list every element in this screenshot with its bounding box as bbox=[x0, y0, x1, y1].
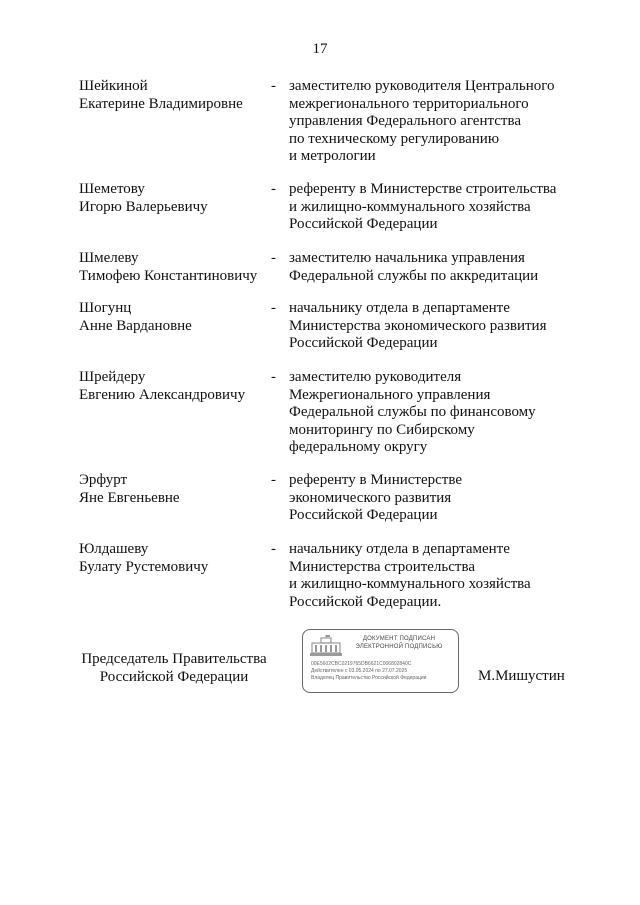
position bbox=[289, 369, 589, 457]
given-names: Яне Евгеньевне bbox=[79, 489, 180, 506]
person-name bbox=[79, 472, 269, 507]
position-line: Российской Федерации bbox=[289, 507, 438, 523]
surname: Юлдашеву bbox=[79, 541, 149, 557]
position-line: и жилищно-коммунального хозяйства bbox=[289, 576, 531, 592]
person-name bbox=[79, 369, 269, 404]
position bbox=[289, 78, 589, 166]
signatory-title-line: Российской Федерации bbox=[99, 668, 249, 685]
position bbox=[289, 472, 589, 525]
position-line: мониторингу по Сибирскому bbox=[289, 421, 475, 438]
position-line: Министерства экономического развития bbox=[289, 317, 547, 334]
given-names: Игорю Валерьевичу bbox=[79, 198, 208, 215]
position-line: заместителю руководителя bbox=[289, 369, 462, 385]
person-name bbox=[79, 78, 269, 113]
certificate-number: 00E5602CBC0219765DB6621C006802840C bbox=[311, 661, 412, 667]
position-line: Межрегионального управления bbox=[289, 386, 491, 403]
position-line: Федеральной службы по аккредитации bbox=[289, 267, 539, 284]
position bbox=[289, 541, 589, 611]
page-number: 17 bbox=[312, 41, 328, 57]
position bbox=[289, 181, 589, 234]
position-line: Российской Федерации. bbox=[289, 593, 442, 610]
dash: - bbox=[271, 300, 276, 316]
surname: Шмелеву bbox=[79, 250, 139, 266]
position-line: референту в Министерстве строительства bbox=[289, 181, 557, 197]
surname: Эрфурт bbox=[79, 472, 128, 488]
stamp-title-line: ДОКУМЕНТ ПОДПИСАН bbox=[362, 636, 436, 642]
position-line: заместителю начальника управления bbox=[289, 250, 525, 266]
dash: - bbox=[271, 541, 276, 557]
surname: Шогунц bbox=[79, 300, 132, 316]
given-names: Анне Вардановне bbox=[79, 317, 192, 334]
given-names: Евгению Александровичу bbox=[79, 386, 246, 403]
position bbox=[289, 250, 589, 285]
position-line: Министерства строительства bbox=[289, 558, 476, 575]
position-line: и метрологии bbox=[289, 148, 376, 164]
dash: - bbox=[271, 472, 276, 488]
dash: - bbox=[271, 78, 276, 94]
person-name bbox=[79, 541, 269, 576]
position-line: и жилищно-коммунального хозяйства bbox=[289, 198, 531, 215]
signer-name: М.Мишустин bbox=[478, 668, 565, 684]
electronic-signature-stamp bbox=[302, 629, 459, 693]
person-name bbox=[79, 181, 269, 216]
person-name bbox=[79, 250, 269, 285]
position-line: Российской Федерации bbox=[289, 216, 438, 232]
dash: - bbox=[271, 250, 276, 266]
position-line: федеральному округу bbox=[289, 439, 428, 455]
certificate-validity: Действителен с 03.05.2024 по 27.07.2025 bbox=[311, 668, 408, 674]
dash: - bbox=[271, 369, 276, 385]
signatory-title-line: Председатель Правительства bbox=[81, 651, 267, 667]
position-line: управления Федерального агентства bbox=[289, 113, 521, 129]
position bbox=[289, 300, 589, 353]
position-line: Федеральной службы по финансовому bbox=[289, 404, 536, 420]
stamp-title-line: ЭЛЕКТРОННОЙ ПОДПИСЬЮ bbox=[355, 643, 443, 650]
dash: - bbox=[271, 181, 276, 197]
position-line: начальнику отдела в департаменте bbox=[289, 541, 510, 557]
position-line: референту в Министерстве bbox=[289, 472, 462, 488]
position-line: межрегионального территориального bbox=[289, 95, 529, 112]
signatory-title bbox=[79, 651, 269, 686]
position-line: Российской Федерации bbox=[289, 335, 438, 351]
position-line: заместителю руководителя Центрального bbox=[289, 78, 555, 94]
given-names: Булату Рустемовичу bbox=[79, 558, 209, 575]
position-line: экономического развития bbox=[289, 489, 452, 506]
surname: Шеметову bbox=[79, 181, 145, 197]
surname: Шрейдеру bbox=[79, 369, 146, 385]
government-building-icon bbox=[309, 635, 343, 657]
given-names: Екатерине Владимировне bbox=[79, 95, 243, 112]
stamp-title bbox=[345, 636, 453, 651]
certificate-owner: Владелец Правительство Российской Федерации bbox=[311, 675, 427, 681]
person-name bbox=[79, 300, 269, 335]
position-line: по техническому регулированию bbox=[289, 130, 500, 147]
surname: Шейкиной bbox=[79, 78, 148, 94]
position-line: начальнику отдела в департаменте bbox=[289, 300, 510, 316]
given-names: Тимофею Константиновичу bbox=[79, 267, 258, 284]
